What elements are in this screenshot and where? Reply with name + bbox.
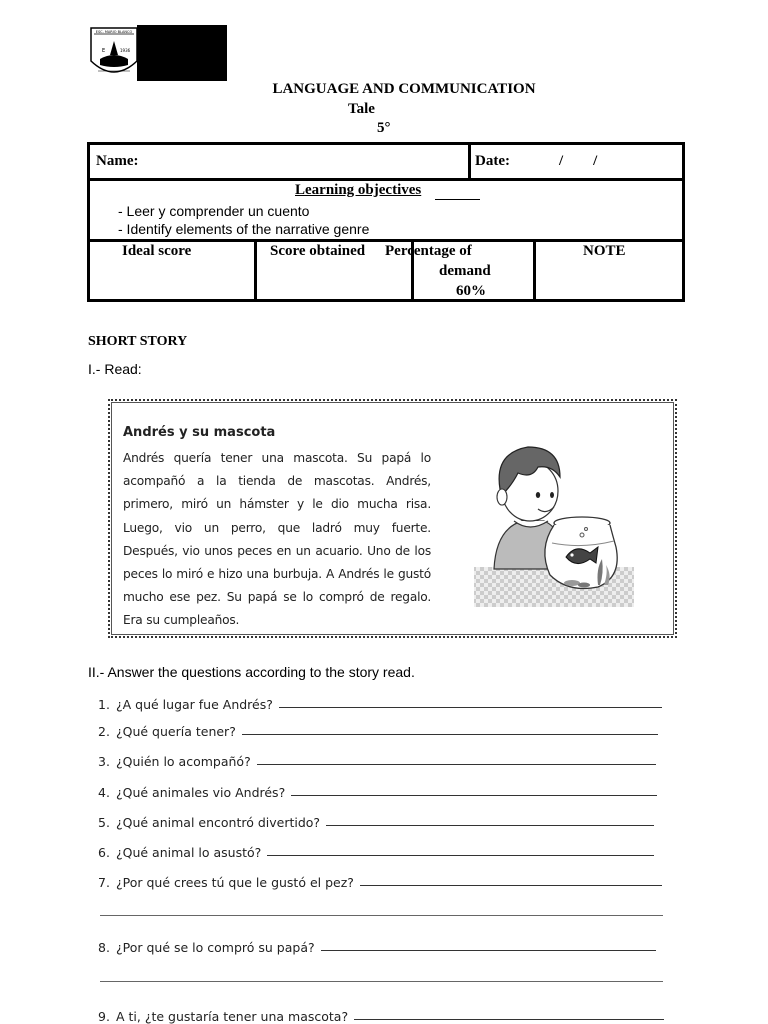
name-label: Name: — [96, 153, 139, 169]
ideal-score-label: Ideal score — [122, 243, 192, 259]
question-item — [98, 845, 654, 860]
objective-item: - Identify elements of the narrative genre — [118, 221, 370, 237]
table-divider — [90, 178, 682, 181]
instruction-read: I.- Read: — [88, 361, 142, 377]
page-subtitle: Tale — [348, 101, 375, 117]
question-text: ¿Qué quería tener? — [116, 724, 236, 739]
question-text: ¿Quién lo acompañó? — [116, 754, 251, 769]
objective-item: - Leer y comprender un cuento — [118, 203, 310, 219]
logo-redaction-block — [137, 25, 227, 81]
question-text: ¿A qué lugar fue Andrés? — [116, 697, 273, 712]
answer-line[interactable] — [100, 981, 663, 982]
school-seal-icon — [88, 25, 140, 81]
answer-line[interactable] — [354, 1019, 664, 1020]
question-item — [98, 724, 658, 739]
question-number: 5. — [98, 815, 110, 830]
story-box — [108, 399, 677, 638]
answer-line[interactable] — [242, 734, 658, 735]
section-title: SHORT STORY — [88, 334, 188, 349]
table-divider — [90, 239, 682, 242]
demand-label: demand — [439, 263, 491, 279]
question-item — [98, 815, 654, 830]
answer-line[interactable] — [100, 915, 663, 916]
table-divider — [468, 145, 471, 178]
objectives-title: Learning objectives — [295, 182, 422, 198]
answer-line[interactable] — [279, 707, 662, 708]
school-logo — [88, 25, 227, 81]
question-text: ¿Qué animal encontró divertido? — [116, 815, 321, 830]
question-number: 7. — [98, 875, 110, 890]
date-label: Date: — [475, 153, 510, 169]
table-divider — [533, 239, 536, 302]
answer-line[interactable] — [326, 825, 654, 826]
question-item — [98, 697, 662, 712]
story-text: Andrés quería tener una mascota. Su papá lo acompañó a la tienda de mascotas. Andrés, primero, miró un hámster y le dio mucha risa. Luego, vio un perro, que ladró muy fuerte. Después, vio unos peces en un acuario. Uno de los peces lo miró e hizo una burbuja. A Andrés le gustó mucho ese pez. Su papá se lo compró de regalo. Era su cumpleaños. — [123, 451, 431, 628]
question-number: 4. — [98, 785, 110, 800]
question-number: 8. — [98, 940, 110, 955]
svg-text:1936: 1936 — [120, 48, 131, 53]
question-number: 6. — [98, 845, 110, 860]
question-text: ¿Por qué crees tú que le gustó el pez? — [116, 875, 354, 890]
page-title: LANGUAGE AND COMMUNICATION — [272, 81, 536, 97]
question-number: 9. — [98, 1009, 110, 1024]
objectives-underline — [435, 199, 480, 200]
answer-line[interactable] — [360, 885, 662, 886]
date-slashes: / / — [559, 153, 598, 169]
question-number: 1. — [98, 697, 110, 712]
question-text: ¿Qué animal lo asustó? — [116, 845, 262, 860]
note-label: NOTE — [583, 243, 626, 259]
boy-with-fishbowl-illustration — [472, 439, 637, 611]
question-text: ¿Por qué se lo compró su papá? — [116, 940, 315, 955]
question-item — [98, 785, 657, 800]
question-item — [98, 875, 662, 890]
question-number: 3. — [98, 754, 110, 769]
answer-line[interactable] — [267, 855, 654, 856]
instruction-answer: II.- Answer the questions according to the story read. — [88, 664, 415, 680]
question-item — [98, 1009, 664, 1024]
answer-line[interactable] — [291, 795, 657, 796]
answer-line[interactable] — [321, 950, 656, 951]
score-obtained-label: Score obtained — [270, 243, 366, 259]
demand-percentage: 60% — [456, 283, 486, 299]
question-item — [98, 940, 656, 955]
question-text: ¿Qué animales vio Andrés? — [116, 785, 286, 800]
grade-label: 5° — [377, 120, 391, 136]
story-title: Andrés y su mascota — [123, 425, 276, 440]
answer-line[interactable] — [257, 764, 656, 765]
table-divider — [254, 239, 257, 302]
question-text: A ti, ¿te gustaría tener una mascota? — [116, 1009, 349, 1024]
svg-text:ESC. MARIO BLANCO: ESC. MARIO BLANCO — [95, 30, 133, 34]
percentage-label: Percentage of — [385, 243, 472, 259]
question-item — [98, 754, 656, 769]
question-number: 2. — [98, 724, 110, 739]
header-form-table — [87, 142, 685, 302]
svg-text:E: E — [102, 48, 106, 54]
